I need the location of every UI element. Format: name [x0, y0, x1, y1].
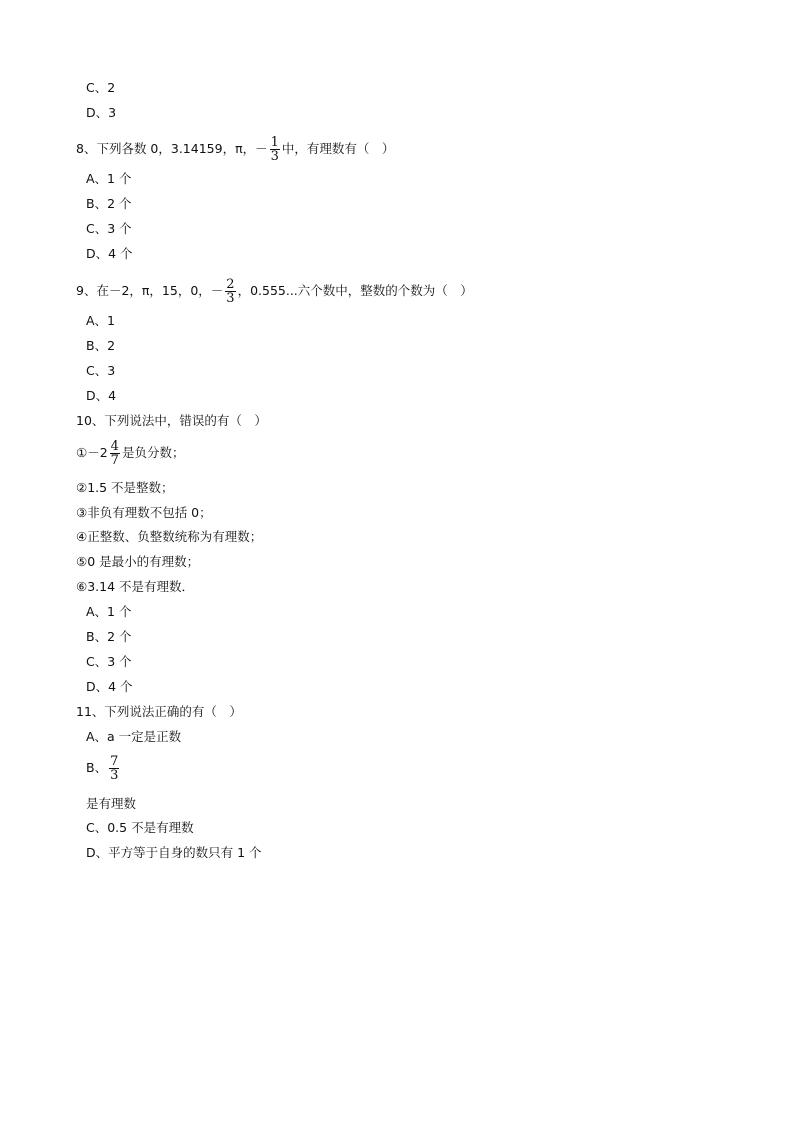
q9-fraction-numerator: 2	[226, 277, 235, 292]
q8-stem-prefix: 8、下列各数 0，3.14159，π，－	[76, 141, 268, 156]
q10-stem: 10、下列说法中，错误的有（ ）	[76, 413, 267, 428]
q11-option-a: A、a 一定是正数	[86, 729, 182, 744]
q8-stem-suffix: 中，有理数有（ ）	[281, 141, 395, 156]
q10-option-a: A、1 个	[86, 604, 132, 619]
q11-option-b-text: 是有理数	[86, 796, 137, 811]
q11-option-b	[86, 755, 121, 782]
q10-statement-2: ②1.5 不是整数；	[76, 480, 174, 495]
q7-option-c: C、2	[86, 80, 116, 95]
q11-option-b-denominator: 3	[110, 768, 119, 783]
q10-statement-6: ⑥3.14 不是有理数．	[76, 579, 195, 594]
q8-option-d: D、4 个	[86, 246, 133, 261]
q8-fraction	[270, 136, 280, 163]
q11-stem: 11、下列说法正确的有（ ）	[76, 704, 242, 719]
q9-option-c: C、3	[86, 363, 116, 378]
q9-fraction	[225, 278, 235, 305]
q11-option-b-prefix: B、	[86, 760, 108, 775]
q10-option-b: B、2 个	[86, 629, 132, 644]
q10-statement-1-denominator: 7	[110, 453, 119, 468]
q8-option-b: B、2 个	[86, 196, 132, 211]
q10-statement-1-suffix: 是负分数；	[121, 445, 185, 460]
q10-option-c: C、3 个	[86, 654, 132, 669]
q11-option-b-fraction	[109, 755, 119, 782]
q9-option-d: D、4	[86, 388, 117, 403]
q9-fraction-denominator: 3	[226, 291, 235, 306]
q8-fraction-numerator: 1	[270, 135, 279, 150]
q11-option-d: D、平方等于自身的数只有 1 个	[86, 845, 262, 860]
q11-option-b-numerator: 7	[110, 754, 119, 769]
q11-option-c: C、0.5 不是有理数	[86, 820, 194, 835]
q9-option-a: A、1	[86, 313, 116, 328]
q10-statement-1-prefix: ①－2	[76, 445, 108, 460]
q10-statement-1	[76, 440, 184, 467]
q10-option-d: D、4 个	[86, 679, 133, 694]
q8-option-c: C、3 个	[86, 221, 132, 236]
q10-statement-4: ④正整数、负整数统称为有理数；	[76, 529, 263, 544]
q10-statement-1-fraction	[110, 440, 120, 467]
q10-statement-3: ③非负有理数不包括 0；	[76, 505, 212, 520]
q7-option-d: D、3	[86, 105, 117, 120]
q10-statement-5: ⑤0 是最小的有理数；	[76, 554, 200, 569]
q8-fraction-denominator: 3	[270, 149, 279, 164]
q8-option-a: A、1 个	[86, 171, 132, 186]
q10-statement-1-numerator: 4	[110, 439, 119, 454]
q9-stem-prefix: 9、在－2，π，15，0，－	[76, 283, 224, 298]
q9-stem-suffix: ，0.555...六个数中，整数的个数为（ ）	[237, 283, 473, 298]
q9-option-b: B、2	[86, 338, 116, 353]
q8-stem	[76, 136, 394, 163]
q9-stem	[76, 278, 473, 305]
